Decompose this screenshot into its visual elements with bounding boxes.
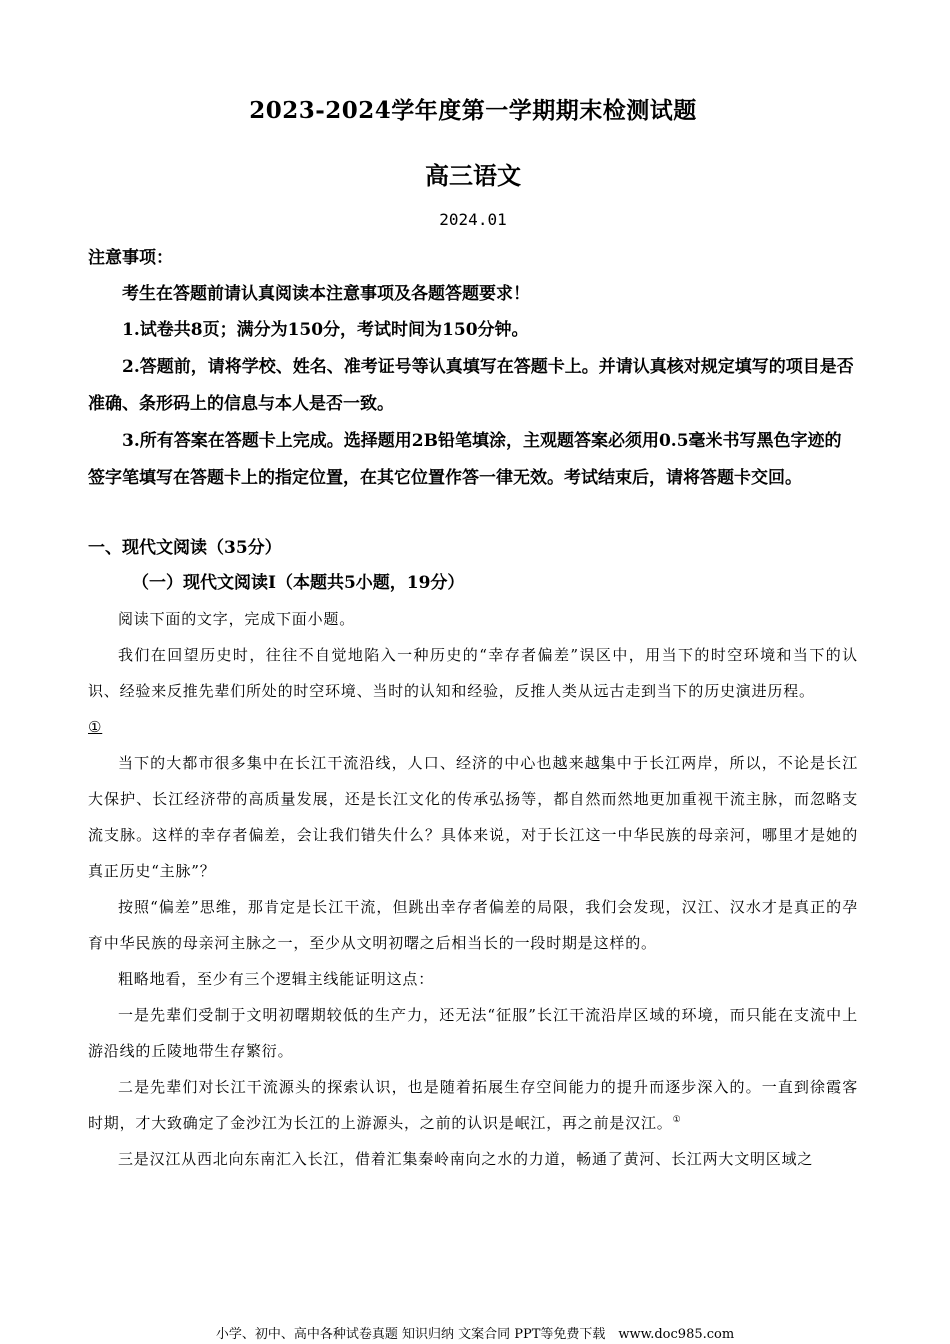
passage-text: 二是先辈们对长江干流源头的探索认识，也是随着拓展生存空间能力的提升而逐步深入的。一直到徐霞客时期，才大致确定了金沙江为长江的上游源头，之前的认识是岷江，再之前是汉江。	[88, 1078, 858, 1132]
passage-paragraph: 粗略地看，至少有三个逻辑主线能证明这点：	[118, 970, 435, 988]
paragraph-marker: ①	[88, 718, 103, 736]
passage-paragraph: 按照“偏差”思维，那肯定是长江干流，但跳出幸存者偏差的局限，我们会发现，汉江、汉水才是真正的孕育中华民族的母亲河主脉之一，至少从文明初曙之后相当长的一段时期是这样的。	[88, 898, 858, 952]
section-title: 一、现代文阅读（35分）	[88, 538, 282, 558]
exam-subject: 高三语文	[425, 161, 521, 190]
passage-paragraph: 当下的大都市很多集中在长江干流沿线，人口、经济的中心也越来越集中于长江两岸，所以，不论是长江大保护、长江经济带的高质量发展，还是长江文化的传承弘扬等，都自然而然地更加重视干流主脉，而忽略支流支脉。这样的幸存者偏差，会让我们错失什么？具体来说，对于长江这一中华民族的母亲河，哪里才是她的真正历史“主脉”？	[88, 754, 858, 880]
passage-paragraph	[88, 1069, 858, 1141]
notice-item: 考生在答题前请认真阅读本注意事项及各题答题要求！	[122, 284, 530, 304]
passage-paragraph: 我们在回望历史时，往往不自觉地陷入一种历史的“幸存者偏差”误区中，用当下的时空环境和当下的认识、经验来反推先辈们所处的时空环境、当时的认知和经验，反推人类从远古走到当下的历史演进历程。	[88, 646, 858, 700]
passage-paragraph: 三是汉江从西北向东南汇入长江，借着汇集秦岭南向之水的力道，畅通了黄河、长江两大文明区域之	[118, 1150, 814, 1168]
notice-item: 1.试卷共8页；满分为150分，考试时间为150分钟。	[122, 320, 529, 340]
section-subtitle: （一）现代文阅读Ⅰ（本题共5小题，19分）	[132, 573, 465, 593]
instruction-text: 阅读下面的文字，完成下面小题。	[118, 610, 356, 628]
passage-paragraph: 一是先辈们受制于文明初曙期较低的生产力，还无法“征服”长江干流沿岸区域的环境，而只能在支流中上游沿线的丘陵地带生存繁衍。	[88, 1006, 858, 1060]
reading-passage	[88, 601, 858, 1177]
exam-date: 2024.01	[439, 210, 507, 229]
notice-block	[88, 243, 858, 497]
notice-item: 3.所有答案在答题卡上完成。选择题用2B铅笔填涂，主观题答案必须用0.5毫米书写黑色字迹的签字笔填写在答题卡上的指定位置，在其它位置作答一律无效。考试结束后，请将答题卡交回。	[88, 431, 842, 488]
notice-heading: 注意事项：	[88, 248, 173, 268]
notice-item: 2.答题前，请将学校、姓名、准考证号等认真填写在答题卡上。并请认真核对规定填写的项目是否准确、条形码上的信息与本人是否一致。	[88, 357, 854, 414]
exam-title: 2023-2024学年度第一学期期末检测试题	[249, 97, 697, 124]
footnote-marker: ①	[672, 1115, 682, 1125]
footer-ad: 小学、初中、高中各种试卷真题 知识归纳 文案合同 PPT等免费下载 www.doc985.com	[215, 1327, 735, 1342]
